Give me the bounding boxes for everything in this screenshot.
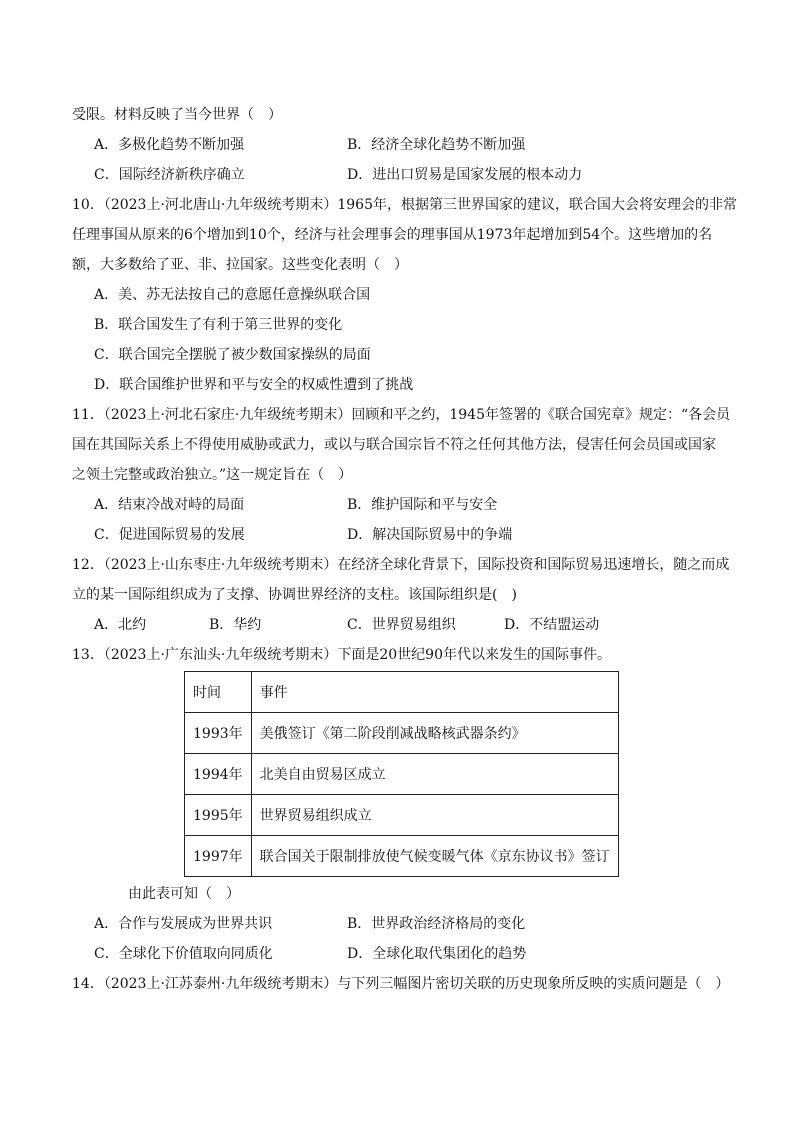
- question-10: [72, 190, 737, 400]
- question-14-text-line-1: 14．（2023上·江苏泰州·九年级统考期末）与下列三幅图片密切关联的历史现象所反映的实质问题是（ ）: [72, 976, 730, 992]
- option-a[interactable]: A．合作与发展成为世界共识: [94, 916, 273, 932]
- option-c[interactable]: C．全球化下价值取向同质化: [94, 946, 273, 962]
- option-c[interactable]: C．国际经济新秩序确立: [94, 167, 245, 183]
- question-13: [72, 640, 732, 969]
- option-a[interactable]: A．多极化趋势不断加强: [94, 137, 245, 153]
- table-header-event: 事件: [251, 672, 618, 713]
- table-cell-year: 1993年: [185, 713, 252, 754]
- question-11-text-line-2: 国在其国际关系上不得使用威胁或武力，或以与联合国宗旨不符之任何其他方法，侵害任何会员国或国家: [72, 437, 716, 453]
- table-cell-event: 联合国关于限制排放使气候变暖气体《京东协议书》签订: [251, 836, 618, 877]
- option-d[interactable]: D．全球化取代集团化的趋势: [347, 946, 527, 962]
- table-cell-event: 北美自由贸易区成立: [251, 754, 618, 795]
- table-row: [185, 713, 619, 754]
- question-11-options-row-2: [72, 520, 732, 550]
- option-a[interactable]: A．美、苏无法按自己的意愿任意操纵联合国: [94, 287, 371, 303]
- events-table: [184, 671, 619, 877]
- question-12-text-line-1: 12．（2023上·山东枣庄·九年级统考期末）在经济全球化背景下，国际投资和国际贸易迅速增长，随之而成: [72, 557, 730, 573]
- option-a[interactable]: A．结束冷战对峙的局面: [94, 497, 245, 513]
- question-11-options-row-1: [72, 490, 732, 520]
- option-b[interactable]: B．经济全球化趋势不断加强: [347, 137, 526, 153]
- table-cell-event: 美俄签订《第二阶段削减战略核武器条约》: [251, 713, 618, 754]
- page-content: [72, 100, 737, 999]
- table-cell-year: 1994年: [185, 754, 252, 795]
- table-header-row: [185, 672, 619, 713]
- question-10-text-line-1: 10．（2023上·河北唐山·九年级统考期末）1965年，根据第三世界国家的建议，联合国大会将安理会的非常: [72, 197, 737, 213]
- question-11-text-line-1: 11．（2023上·河北石家庄·九年级统考期末）回顾和平之约，1945年签署的《联合国宪章》规定：“各会员: [72, 407, 731, 423]
- option-c[interactable]: C．联合国完全摆脱了被少数国家操纵的局面: [94, 347, 371, 363]
- question-10-text-line-3: 额，大多数给了亚、非、拉国家。这些变化表明（ ）: [72, 257, 408, 273]
- option-d[interactable]: D．不结盟运动: [504, 617, 600, 633]
- option-c[interactable]: C．世界贸易组织: [347, 617, 456, 633]
- question-9-options-row-1: [72, 130, 732, 160]
- question-11-text-line-3: 之领土完整或政治独立。”这一规定旨在（ ）: [72, 467, 353, 483]
- question-13-options-row-2: [72, 939, 732, 969]
- option-b[interactable]: B．维护国际和平与安全: [347, 497, 498, 513]
- option-d[interactable]: D．进出口贸易是国家发展的根本动力: [347, 167, 583, 183]
- option-b[interactable]: B．华约: [209, 617, 262, 633]
- table-cell-event: 世界贸易组织成立: [251, 795, 618, 836]
- table-row: [185, 795, 619, 836]
- question-9: [72, 100, 732, 190]
- question-13-text-line-1: 13．（2023上·广东汕头·九年级统考期末）下面是20世纪90年代以来发生的国际事件。: [72, 647, 611, 663]
- option-a[interactable]: A．北约: [94, 617, 147, 633]
- option-d[interactable]: D．联合国维护世界和平与安全的权威性遭到了挑战: [94, 377, 414, 393]
- table-cell-year: 1997年: [185, 836, 252, 877]
- question-12-text-line-2: 立的某一国际组织成为了支撑、协调世界经济的支柱。该国际组织是( ): [72, 587, 517, 603]
- table-header-time: 时间: [185, 672, 252, 713]
- question-14: [72, 969, 732, 999]
- option-b[interactable]: B．世界政治经济格局的变化: [347, 916, 526, 932]
- question-11: [72, 400, 732, 550]
- question-13-prompt: 由此表可知（ ）: [128, 886, 240, 902]
- question-9-options-row-2: [72, 160, 732, 190]
- table-row: [185, 754, 619, 795]
- question-13-options-row-1: [72, 909, 732, 939]
- option-c[interactable]: C．促进国际贸易的发展: [94, 527, 245, 543]
- option-b[interactable]: B．联合国发生了有利于第三世界的变化: [94, 317, 343, 333]
- table-row: [185, 836, 619, 877]
- question-12-options-row: [72, 610, 732, 640]
- question-10-text-line-2: 任理事国从原来的6个增加到10个，经济与社会理事会的理事国从1973年起增加到54个。这些增加的名: [72, 227, 713, 243]
- table-cell-year: 1995年: [185, 795, 252, 836]
- question-12: [72, 550, 732, 640]
- question-9-continuation: 受限。材料反映了当今世界（ ）: [72, 107, 282, 123]
- option-d[interactable]: D．解决国际贸易中的争端: [347, 527, 513, 543]
